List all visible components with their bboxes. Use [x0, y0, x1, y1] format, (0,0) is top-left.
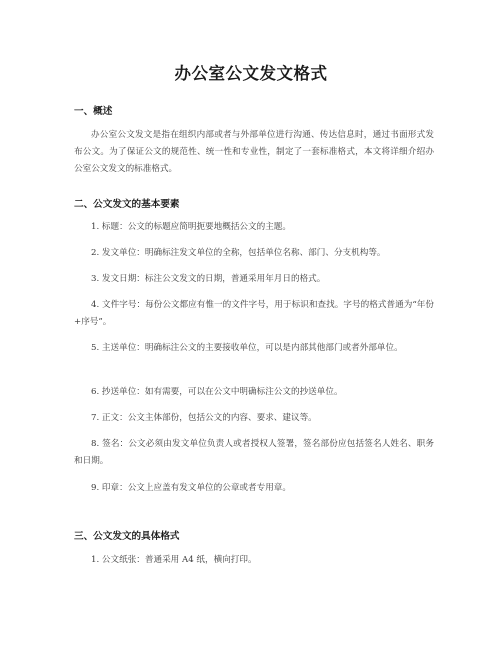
- document-title: 办公室公文发文格式: [174, 64, 328, 83]
- list-item-seal: 9. 印章：公文上应盖有发文单位的公章或者专用章。: [91, 483, 291, 493]
- list-item-issuing-date: 3. 发文日期：标注公文发文的日期，普通采用年月日的格式。: [91, 274, 326, 284]
- list-item-paper: 1. 公文纸张：普通采用 A4 纸，横向打印。: [91, 555, 257, 565]
- list-item-title: 1. 标题：公文的标题应简明扼要地概括公文的主题。: [91, 222, 291, 232]
- list-item-document-number: 4. 文件字号：每份公文都应有惟一的文件字号，用于标识和查找。字号的格式普通为“年份+序号”。: [74, 300, 434, 327]
- section-heading-basic-elements: 二、公文发文的基本要素: [74, 199, 180, 210]
- overview-paragraph: 办公室公文发文是指在组织内部或者与外部单位进行沟通、传达信息时，通过书面形式发布公文。为了保证公文的规范性、统一性和专业性，制定了一套标准格式，本文将详细介绍办公室公文发文的标准格式。: [74, 130, 434, 174]
- list-item-main-recipient: 5. 主送单位：明确标注公文的主要接收单位，可以是内部其他部门或者外部单位。: [91, 343, 403, 353]
- list-item-cc-unit: 6. 抄送单位：如有需要，可以在公文中明确标注公文的抄送单位。: [91, 387, 343, 397]
- list-item-body: 7. 正文：公文主体部份，包括公文的内容、要求、建议等。: [91, 413, 317, 423]
- section-heading-specific-format: 三、公文发文的具体格式: [74, 531, 180, 542]
- list-item-signature: 8. 签名：公文必须由发文单位负责人或者授权人签署，签名部份应包括签名人姓名、职务和日期。: [74, 439, 434, 466]
- list-item-issuing-unit: 2. 发文单位：明确标注发文单位的全称，包括单位名称、部门、分支机构等。: [91, 248, 386, 258]
- section-heading-overview: 一、概述: [74, 106, 113, 117]
